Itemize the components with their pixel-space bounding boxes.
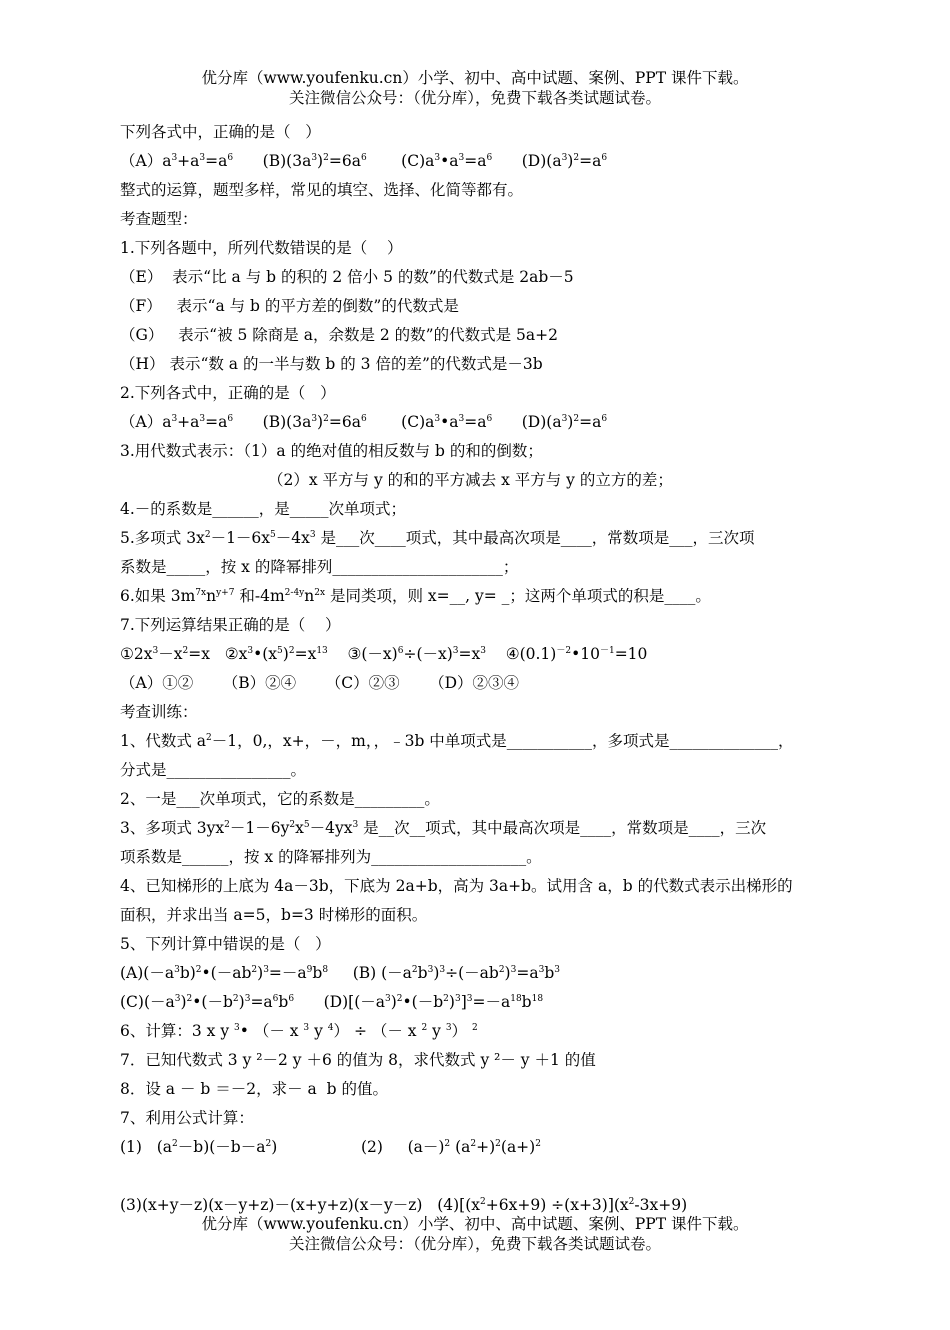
footer-line-2: 关注微信公众号：（优分库），免费下载各类试题试卷。 <box>288 1235 661 1253</box>
t7b-items-1-2: (1) $(a^2-b)(-b-a^2)$ (2) $(a-)^2$ $(a^2+)^2(a+)^2$ <box>120 1138 541 1156</box>
q1-stem: 1.下列各题中，所列代数错误的是（ ） <box>120 239 403 257</box>
t4-line-1: 4、已知梯形的上底为 4a－3b，下底为 2a+b，高为 3a+b。试用含 a，b 的代数式表示出梯形的 <box>120 877 793 895</box>
t7b-items-3-4: (3)(x+y－z)(x－y+z)－(x+y+z)(x－y－z) $(4)[(x^2+6x+9) \div(x+3)](x^2-3x+9)$ <box>120 1196 688 1214</box>
t8-text: 8．设 a － b ＝－2，求－ a b 的值。 <box>120 1080 388 1098</box>
t4-line-2: 面积，并求出当 a=5，b=3 时梯形的面积。 <box>120 906 428 924</box>
t2-text: 2、一是___次单项式，它的系数是_________。 <box>120 790 440 808</box>
section-question-types: 考查题型： <box>120 210 198 228</box>
q7-stem: 7.下列运算结果正确的是（ ） <box>120 616 341 634</box>
intro-summary: 整式的运算，题型多样，常见的填空、选择、化简等都有。 <box>120 181 524 199</box>
q3-line-2: （2）x 平方与 y 的和的平方减去 x 平方与 y 的立方的差； <box>268 471 673 489</box>
q3-line-1: 3.用代数式表示：（1）a 的绝对值的相反数与 b 的和的倒数； <box>120 442 543 460</box>
t1-line-2: 分式是________________。 <box>120 761 307 779</box>
t5-stem: 5、下列计算中错误的是（ ） <box>120 935 331 953</box>
q1-option-g: （G） 表示“被 5 除商是 a，余数是 2 的数”的代数式是 5a+2 <box>120 326 558 344</box>
intro-question: 下列各式中，正确的是（ ） <box>120 123 321 141</box>
q7-items: $①2x^3-x^2=x$ $②x^3•(x^5)^2=x^{13}$ $③(-x)^6\div(-x)^3=x^3$ $④(0.1)^{-2}•10^{-1}=10$ <box>120 645 648 663</box>
t7a-text: 7．已知代数式 3 y ²－2 y ＋6 的值为 8，求代数式 y ²－ y ＋1 的值 <box>120 1051 596 1069</box>
header-line-1: 优分库（www.youfenku.cn）小学、初中、高中试题、案例、PPT 课件下载。 <box>201 69 749 87</box>
t5-options-cd: $(C)(-a^3)^2•(-b^2)^3=a^6b^6$ $(D)[(-a^3)^2•(-b^2)^3]^3=-a^{18}b^{18}$ <box>120 993 544 1011</box>
t3-line-2: 项系数是______，按 x 的降幂排列为____________________。 <box>120 848 542 866</box>
intro-options: $(A)a^3+a^3=a^6$ $(B)(3a^3)^2=6a^6$ $(C)a^3•a^3=a^6$ $(D)(a^3)^2=a^6$ <box>120 152 608 170</box>
q1-option-e: （E） 表示“比 a 与 b 的积的 2 倍小 5 的数”的代数式是 2ab－5 <box>120 268 574 286</box>
q2-stem: 2.下列各式中，正确的是（ ） <box>120 384 336 402</box>
t5-options-ab: $(A)(-a^3b)^2•(-ab^2)^3=-a^9b^8$ (B) $(-a^2b^3)^3\div(-ab^2)^3=a^3b^3$ <box>120 964 560 982</box>
q4-text: 4.－的系数是______，是_____次单项式； <box>120 500 407 518</box>
section-training: 考查训练： <box>120 703 198 721</box>
q6-text: 6.如果 $3m^{7x}n^{y+7}$ 和$-4m^{2-4y}n^{2x}$ 是同类项，则 x=__, y= _；这两个单项式的积是____。 <box>120 587 711 605</box>
t1-line-1: 1、代数式 $a^2-1$，0,，x+，－，m，，﹣3b 中单项式是___________，多项式是______________， <box>120 732 794 750</box>
q5-line-1: 5.多项式 $3x^2-1-6x^5-4x^3$ 是___次____项式，其中最高次项是____，常数项是___，三次项 <box>120 529 755 547</box>
q5-line-2: 系数是_____，按 x 的降幂排列______________________； <box>120 558 519 576</box>
header-line-2: 关注微信公众号：（优分库），免费下载各类试题试卷。 <box>288 89 661 107</box>
q1-option-f: （F） 表示“a 与 b 的平方差的倒数”的代数式是 <box>120 297 459 315</box>
t6-text: 6、计算：3 x y $^3$• （－ x $^3$ y $^4$） ÷ （－ x $^2$ y $^3$） $^2$ <box>120 1022 478 1040</box>
footer-line-1: 优分库（www.youfenku.cn）小学、初中、高中试题、案例、PPT 课件下载。 <box>201 1215 749 1233</box>
q7-options: （A）①② （B）②④ （C）②③ （D）②③④ <box>120 674 520 692</box>
q1-option-h: （H） 表示“数 a 的一半与数 b 的 3 倍的差”的代数式是－3b <box>120 355 543 373</box>
t3-line-1: 3、多项式 $3yx^2-1-6y^2x^5-4yx^3$ 是__次__项式，其中最高次项是____，常数项是____，三次 <box>120 819 767 837</box>
t7b-stem: 7、利用公式计算： <box>120 1109 254 1127</box>
q2-options: $(A)a^3+a^3=a^6$ $(B)(3a^3)^2=6a^6$ $(C)a^3•a^3=a^6$ $(D)(a^3)^2=a^6$ <box>120 413 608 431</box>
